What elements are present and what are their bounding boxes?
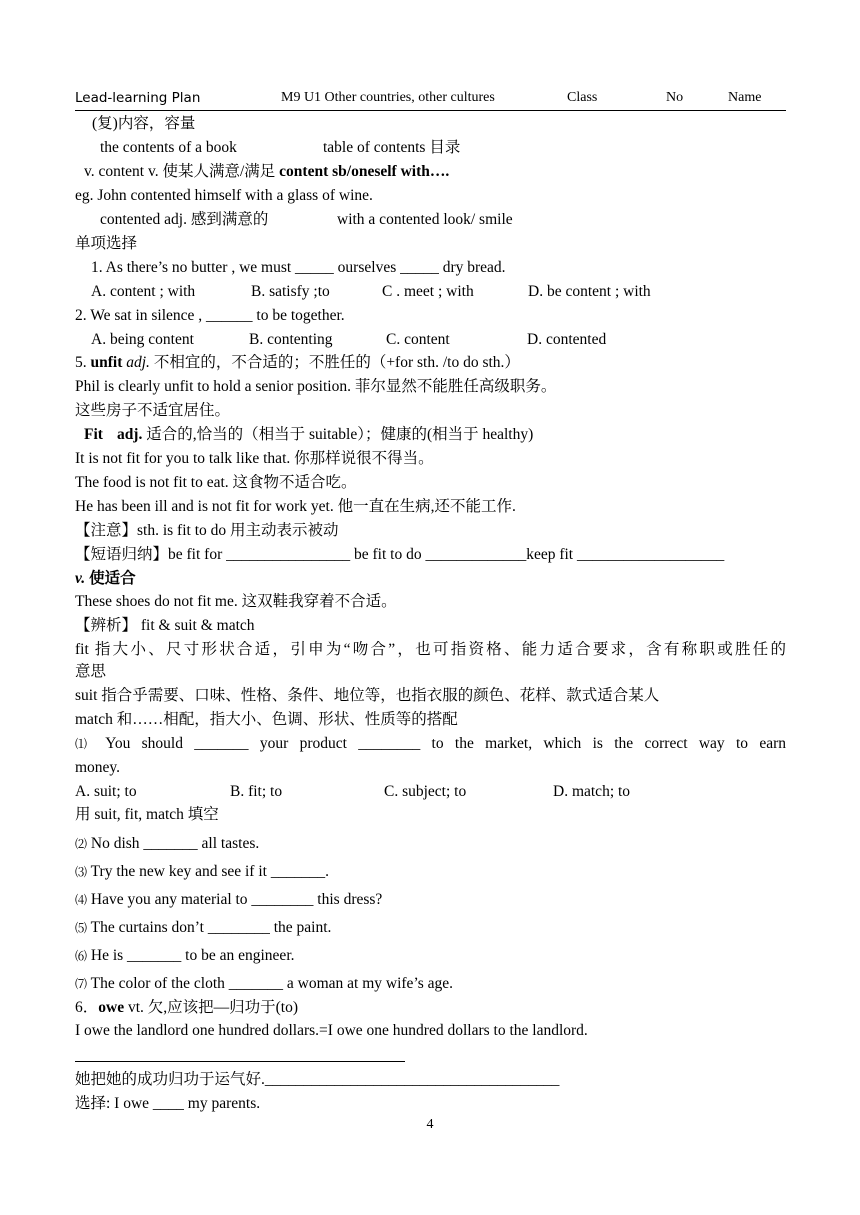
fill-text: The curtains don’t ________ the paint. <box>87 919 332 936</box>
fill-item <box>75 862 329 882</box>
example-line: I owe the landlord one hundred dollars.=I owe one hundred dollars to the landlord. <box>75 1022 588 1039</box>
fill-title: 用 suit, fit, match 填空 <box>75 806 219 823</box>
bold-phrase: content sb/oneself with…. <box>279 163 450 180</box>
option-b: B. fit; to <box>230 783 283 800</box>
example-line: He has been ill and is not fit for work yet. 他一直在生病,还不能工作. <box>75 498 516 515</box>
translation-line: 她把她的成功归功于运气好.______________________________________ <box>75 1071 560 1088</box>
option-c: C. subject; to <box>384 783 467 800</box>
entry-word: owe <box>98 999 125 1016</box>
text-line <box>84 162 449 182</box>
question-2: 2. We sat in silence , ______ to be together. <box>75 307 345 324</box>
verb-entry <box>75 569 136 589</box>
text-span: v. content v. 使某人满意/满足 <box>84 163 280 180</box>
header-title: Lead-learning Plan <box>75 90 201 106</box>
item-number: ⑵ <box>75 837 88 851</box>
fit-explanation-cont: 意思 <box>75 663 107 680</box>
option-b: B. contenting <box>249 331 333 348</box>
answer-line <box>75 1061 405 1062</box>
item-number: ⑷ <box>75 893 88 907</box>
option-c: C . meet ; with <box>382 283 474 300</box>
entry-word: Fit <box>84 426 103 443</box>
option-d: D. contented <box>527 331 607 348</box>
header-no: No <box>666 90 684 105</box>
phrase-line: 【短语归纳】be fit for ________________ be fit to do _____________keep fit ___________________ <box>75 546 725 563</box>
match-explanation: match 和……相配，指大小、色调、形状、性质等的搭配 <box>75 711 458 728</box>
entry-word: unfit <box>90 354 123 371</box>
entry-number: 6． <box>75 999 99 1016</box>
header-name: Name <box>728 90 762 105</box>
text-line: eg. John contented himself with a glass of wine. <box>75 187 373 204</box>
fill-text: The color of the cloth _______ a woman at my wife’s age. <box>87 975 454 992</box>
option-c: C. content <box>386 331 450 348</box>
entry-pos: adj. <box>116 426 143 443</box>
entry-definition: 不相宜的，不合适的；不胜任的（+for sth. /to do sth.） <box>149 354 520 371</box>
text-line: the contents of a book <box>100 139 237 156</box>
page-number: 4 <box>426 1117 434 1132</box>
item-number: ⑸ <box>75 921 88 935</box>
option-a: A. being content <box>91 331 194 348</box>
fit-explanation: fit 指大小、尺寸形状合适，引申为“吻合”，也可指资格、能力适合要求，含有称职或胜任的 <box>75 641 786 658</box>
fill-item <box>75 946 295 966</box>
entry-owe <box>75 998 298 1018</box>
option-b: B. satisfy ;to <box>251 283 330 300</box>
fill-text: He is _______ to be an engineer. <box>87 947 295 964</box>
header-unit: M9 U1 Other countries, other cultures <box>281 90 495 105</box>
page-header <box>75 90 786 111</box>
entry-definition: 使适合 <box>85 570 136 587</box>
fill-item <box>75 890 382 910</box>
practice-1 <box>75 734 786 754</box>
fill-item <box>75 974 453 994</box>
fill-text: Have you any material to ________ this dress? <box>87 891 383 908</box>
suit-explanation: suit 指合乎需要、口味、性格、条件、地位等，也指衣服的颜色、花样、款式适合某人 <box>75 687 660 704</box>
example-line: Phil is clearly unfit to hold a senior position. 菲尔显然不能胜任高级职务。 <box>75 378 557 395</box>
option-a: A. content ; with <box>91 283 196 300</box>
text-line: contented adj. 感到满意的 <box>100 211 269 228</box>
entry-definition: vt. 欠,应该把—归功于(to) <box>124 999 299 1016</box>
section-title: 单项选择 <box>75 235 138 252</box>
example-line: 这些房子不适宜居住。 <box>75 402 231 419</box>
example-line: The food is not fit to eat. 这食物不适合吃。 <box>75 474 357 491</box>
entry-pos: v. <box>75 570 86 587</box>
entry-number: 5. <box>75 354 91 371</box>
text-line: table of contents 目录 <box>323 139 461 156</box>
fill-text: Try the new key and see if it _______. <box>87 863 329 880</box>
entry-definition: 适合的,恰当的（相当于 suitable）；健康的(相当于 healthy) <box>142 426 534 443</box>
header-class: Class <box>567 90 598 105</box>
practice-text: You should _______ your product ________ to the market, which is the correct way to earn <box>94 735 786 752</box>
note-line: 【注意】sth. is fit to do 用主动表示被动 <box>75 522 339 539</box>
example-line: It is not fit for you to talk like that. 你那样说很不得当。 <box>75 450 434 467</box>
item-number: ⑴ <box>75 737 95 751</box>
text-line: with a contented look/ smile <box>337 211 513 228</box>
entry-pos: adj. <box>122 354 150 371</box>
item-number: ⑶ <box>75 865 88 879</box>
practice-1-cont: money. <box>75 759 121 776</box>
entry-fit <box>84 425 533 445</box>
item-number: ⑺ <box>75 977 88 991</box>
fill-item <box>75 918 331 938</box>
entry-unfit <box>75 353 520 373</box>
option-d: D. match; to <box>553 783 631 800</box>
analysis-title: 【辨析】 fit & suit & match <box>75 617 255 634</box>
fill-text: No dish _______ all tastes. <box>87 835 260 852</box>
text-line: (复)内容，容量 <box>92 115 196 132</box>
example-line: These shoes do not fit me. 这双鞋我穿着不合适。 <box>75 593 397 610</box>
fill-item <box>75 834 259 854</box>
choose-line: 选择: I owe ____ my parents. <box>75 1095 261 1112</box>
question-1: 1. As there’s no butter , we must _____ ourselves _____ dry bread. <box>91 259 506 276</box>
item-number: ⑹ <box>75 949 88 963</box>
option-d: D. be content ; with <box>528 283 651 300</box>
option-a: A. suit; to <box>75 783 137 800</box>
